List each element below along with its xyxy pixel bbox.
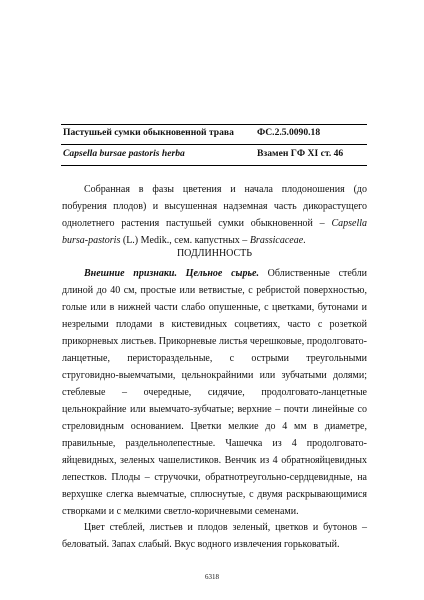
section-heading: ПОДЛИННОСТЬ (176, 248, 253, 259)
monograph-title: Пастушьей сумки обыкновенной трава (63, 127, 234, 138)
intro-latin-family: Brassicaceae (249, 235, 304, 246)
page-number: 6318 (205, 573, 219, 581)
intro-paragraph: Собранная в фазы цветения и начала плодоношения (до побурения плодов) и высушенная надземная часть дикорастущего однолетнего растения пастушьей сумки обыкновенной – Capsella bursa-pastoris (L.) Medik., сем. капустных – Brassicaceae. (62, 184, 367, 246)
description-paragraph (62, 265, 367, 520)
description-text: Облиственные стебли длиной до 40 см, простые или ветвистые, с ребристой поверхностью, голые или в нижней части слабо опушенные, с цветками, бутонами и незрелыми плодами в кистевидных соцветиях, часто с розеткой прикорневых листьев. Прикорневые листья черешковые, продолговато-ланцетные, перистораздельные, с острыми треугольными стругoвидно-выемчатыми, цельнокрайними или зубчатыми долями; стеблевые – очередные, сидячие, продолговато-ланцетные цельнокрайние или выемчато-зубчатые; верхние – почти линейные со стреловидным основанием. Цветки мелкие до 4 мм в диаметре, правильные, раздельнолепестные. Чашечка из 4 продолговато-яйцевидных, зеленых чашелистиков. Венчик из 4 обратнояйцевидных лепестков. Плоды – стручочки, обратнотреугольно-сердцевидные, на верхушке слегка выемчатые, сплюснутые, с двумя раскрывающимися створками и с мелкими светло-коричневыми семенами. (62, 268, 367, 517)
color-text: Цвет стеблей, листьев и плодов зеленый, цветков и бутонов – беловатый. Запах слабый. Вкус водного извлечения горьковатый. (62, 522, 367, 550)
header-middle-rule (61, 144, 367, 145)
header-row-2 (63, 148, 365, 159)
monograph-code: ФС.2.5.0090.18 (257, 127, 321, 138)
intro-latin-species: Capsella bursa-pastoris (62, 218, 367, 246)
color-paragraph (62, 519, 367, 553)
latin-name: Capsella bursae pastoris herba (63, 148, 185, 159)
header-row-1 (63, 127, 365, 138)
header-bottom-rule (61, 165, 367, 166)
description-lead: Внешние признаки. Цельное сырье. (84, 268, 259, 279)
replaces-note: Взамен ГФ XI ст. 46 (257, 148, 344, 159)
header-top-rule (61, 124, 367, 125)
